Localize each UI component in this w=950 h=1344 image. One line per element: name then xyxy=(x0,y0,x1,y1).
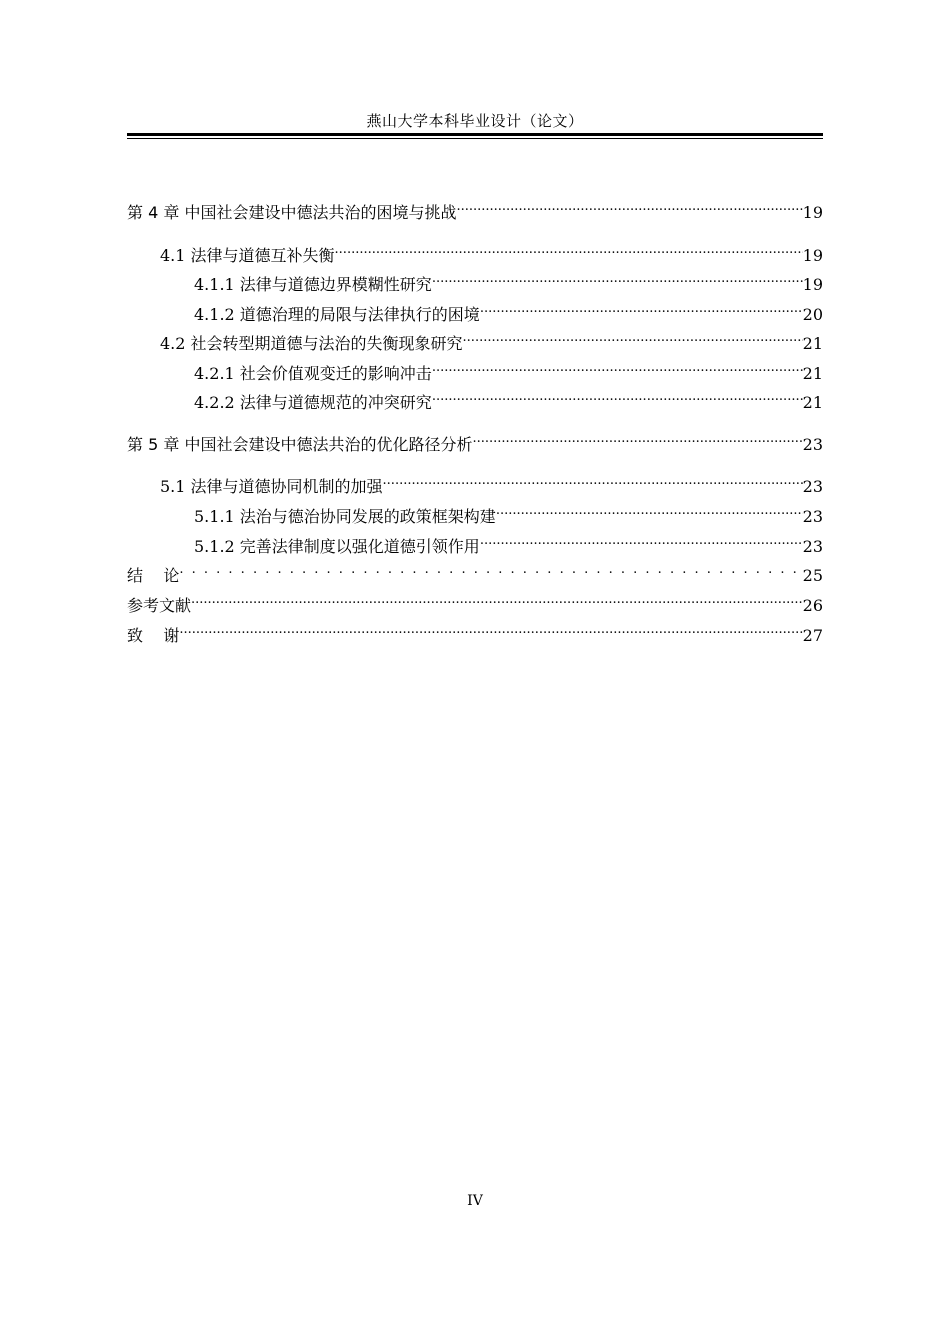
toc-dot-leader xyxy=(335,239,803,261)
toc-page-number: 23 xyxy=(802,435,823,454)
toc-entry-chapter-5[interactable] xyxy=(127,428,823,454)
toc-dot-leader xyxy=(463,327,803,349)
toc-entry-5-1-2[interactable] xyxy=(127,530,823,556)
toc-dot-leader xyxy=(480,530,803,552)
toc-entry-4-2-2[interactable] xyxy=(127,386,823,412)
toc-entry-title: 4.2 社会转型期道德与法治的失衡现象研究 xyxy=(160,334,463,353)
toc-entry-chapter-4[interactable] xyxy=(127,196,823,222)
toc-entry-title: 参考文献 xyxy=(127,596,192,615)
toc-page-number: 23 xyxy=(802,507,823,526)
toc-entry-4-1-1[interactable] xyxy=(127,268,823,294)
toc-entry-title: 第 4 章 中国社会建设中德法共治的困境与挑战 xyxy=(127,203,457,222)
toc-entry-title: 4.1.1 法律与道德边界模糊性研究 xyxy=(194,275,432,294)
toc-entry-4-2[interactable] xyxy=(127,327,823,353)
toc-dot-leader xyxy=(432,268,803,290)
toc-page-number: 21 xyxy=(802,393,823,412)
toc-entry-references[interactable] xyxy=(127,589,823,615)
toc-entry-title: 第 5 章 中国社会建设中德法共治的优化路径分析 xyxy=(127,435,473,454)
toc-page-number: 19 xyxy=(802,246,823,265)
toc-entry-conclusion[interactable] xyxy=(127,559,823,585)
toc-dot-leader xyxy=(191,589,803,611)
toc-entry-title: 5.1 法律与道德协同机制的加强 xyxy=(160,477,383,496)
toc-entry-5-1[interactable] xyxy=(127,470,823,496)
page-header-title: 燕山大学本科毕业设计（论文） xyxy=(366,112,584,130)
toc-page-number: 27 xyxy=(802,626,823,645)
toc-dot-leader xyxy=(179,619,802,641)
toc-entry-4-1[interactable] xyxy=(127,239,823,265)
toc-entry-4-1-2[interactable] xyxy=(127,298,823,324)
toc-dot-leader xyxy=(383,470,803,492)
toc-page-number: 21 xyxy=(802,334,823,353)
header-rule-thin xyxy=(127,138,823,139)
toc-entry-5-1-1[interactable] xyxy=(127,500,823,526)
toc-entry-title: 5.1.2 完善法律制度以强化道德引领作用 xyxy=(194,537,480,556)
toc-dot-leader xyxy=(432,386,803,408)
toc-dot-leader xyxy=(432,357,803,379)
toc-entry-title: 致 谢 xyxy=(127,626,180,645)
toc-entry-title: 4.1.2 道德治理的局限与法律执行的困境 xyxy=(194,305,480,324)
toc-entry-title: 4.2.1 社会价值观变迁的影响冲击 xyxy=(194,364,432,383)
toc-entry-title: 4.1 法律与道德互补失衡 xyxy=(160,246,335,265)
toc-dot-leader xyxy=(480,298,803,320)
toc-page-number: 21 xyxy=(802,364,823,383)
header-rule-thick xyxy=(127,133,823,136)
toc-page-number: 23 xyxy=(802,477,823,496)
page-number: IV xyxy=(467,1193,483,1209)
toc-entry-title: 5.1.1 法治与德治协同发展的政策框架构建 xyxy=(194,507,496,526)
toc-entry-title: 结 论 xyxy=(127,566,180,585)
toc-page-number: 26 xyxy=(802,596,823,615)
toc-entry-4-2-1[interactable] xyxy=(127,357,823,383)
toc-dot-leader xyxy=(456,196,802,218)
toc-dot-leader xyxy=(179,559,802,581)
toc-dot-leader xyxy=(496,500,803,522)
toc-page-number: 19 xyxy=(802,203,823,222)
toc-page-number: 20 xyxy=(802,305,823,324)
toc-page-number: 25 xyxy=(802,566,823,585)
toc-dot-leader xyxy=(472,428,802,450)
toc-page-number: 23 xyxy=(802,537,823,556)
toc-page-number: 19 xyxy=(802,275,823,294)
toc-entry-acknowledgements[interactable] xyxy=(127,619,823,645)
toc-entry-title: 4.2.2 法律与道德规范的冲突研究 xyxy=(194,393,432,412)
